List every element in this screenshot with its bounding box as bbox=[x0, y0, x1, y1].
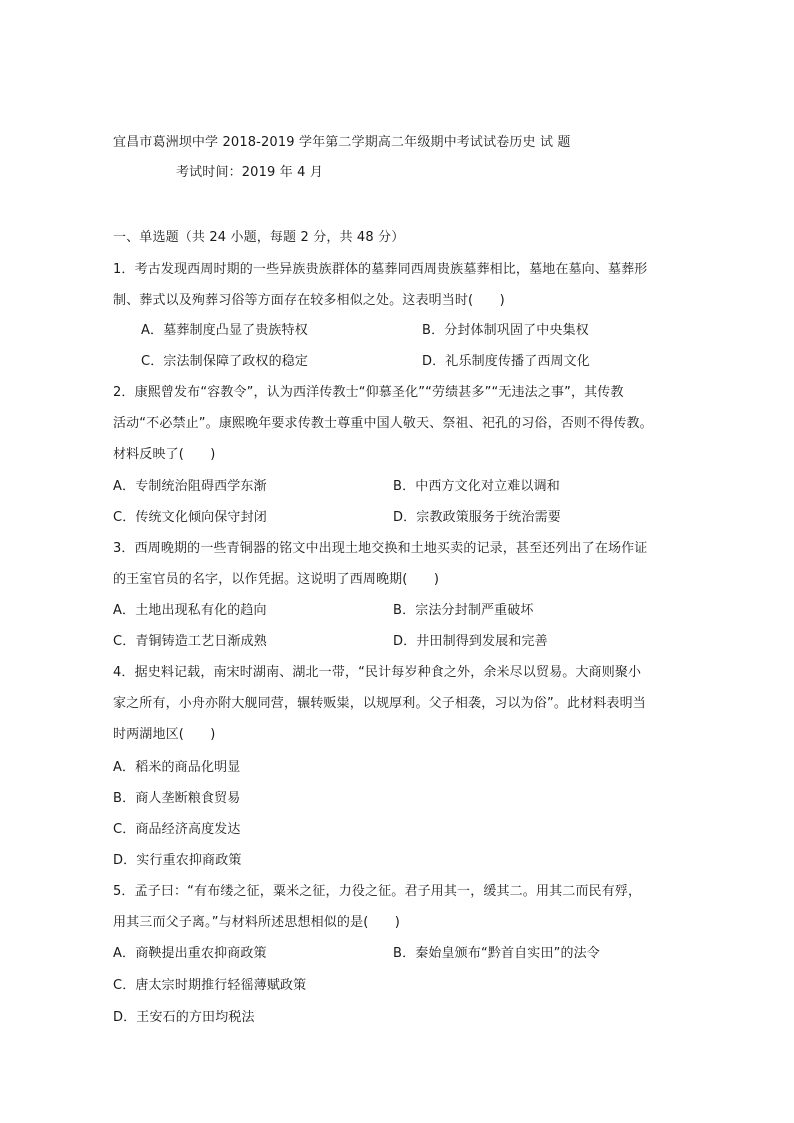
question-4-stem-line-3: 时两湖地区( ) bbox=[113, 727, 216, 742]
question-2-option-a: A．专制统治阻碍西学东渐 bbox=[113, 479, 267, 494]
question-5-option-a: A．商鞅提出重农抑商政策 bbox=[113, 946, 267, 961]
question-2-option-b: B．中西方文化对立难以调和 bbox=[393, 479, 560, 494]
exam-title: 宜昌市葛洲坝中学 2018-2019 学年第二学期高二年级期中考试试卷历史 试 题 bbox=[113, 135, 571, 150]
question-2-option-d: D．宗教政策服务于统治需要 bbox=[393, 510, 561, 525]
question-3-option-d: D．井田制得到发展和完善 bbox=[393, 634, 548, 649]
question-3-option-a: A．土地出现私有化的趋向 bbox=[113, 603, 267, 618]
question-3-option-b: B．宗法分封制严重破坏 bbox=[393, 603, 534, 618]
question-4-option-d: D．实行重农抑商政策 bbox=[113, 853, 242, 868]
question-1-option-b: B．分封体制巩固了中央集权 bbox=[422, 323, 589, 338]
question-3-option-c: C．青铜铸造工艺日渐成熟 bbox=[113, 634, 267, 649]
question-5-option-c: C．唐太宗时期推行轻徭薄赋政策 bbox=[113, 978, 307, 993]
question-4-stem-line-2: 家之所有，小舟亦附大舰同营，辗转贩粜，以规厚利。父子相袭，习以为俗”。此材料表明当 bbox=[113, 696, 646, 711]
question-1-option-d: D．礼乐制度传播了西周文化 bbox=[422, 354, 590, 369]
question-5-stem-line-2: 用其三而父子离。”与材料所述思想相似的是( ) bbox=[113, 915, 400, 930]
question-5-stem-line-1: 5．孟子曰：“有布缕之征，粟米之征，力役之征。君子用其一，缓其二。用其二而民有殍， bbox=[113, 884, 642, 899]
question-1-stem-line-2: 制、葬式以及殉葬习俗等方面存在较多相似之处。这表明当时( ) bbox=[113, 293, 505, 308]
section-heading: 一、单选题（共 24 小题，每题 2 分，共 48 分） bbox=[113, 230, 405, 245]
question-1-stem-line-1: 1．考古发现西周时期的一些异族贵族群体的墓葬同西周贵族墓葬相比，墓地在墓向、墓葬形 bbox=[113, 262, 648, 277]
question-2-stem-line-1: 2．康熙曾发布“容教令”，认为西洋传教士“仰慕圣化”“劳绩甚多”“无违法之事”，其传教 bbox=[113, 385, 624, 400]
question-4-option-a: A．稻米的商品化明显 bbox=[113, 760, 241, 775]
question-2-stem-line-3: 材料反映了( ) bbox=[113, 447, 216, 462]
question-1-option-a: A．墓葬制度凸显了贵族特权 bbox=[141, 323, 308, 338]
question-5-option-d: D．王安石的方田均税法 bbox=[113, 1010, 255, 1025]
question-3-stem-line-2: 的王室官员的名字，以作凭据。这说明了西周晚期( ) bbox=[113, 572, 440, 587]
question-2-stem-line-2: 活动“不必禁止”。康熙晚年要求传教士尊重中国人敬天、祭祖、祀孔的习俗，否则不得传教。 bbox=[113, 416, 653, 431]
question-4-option-c: C．商品经济高度发达 bbox=[113, 822, 241, 837]
question-1-option-c: C．宗法制保障了政权的稳定 bbox=[141, 354, 309, 369]
question-4-option-b: B．商人垄断粮食贸易 bbox=[113, 791, 241, 806]
question-3-stem-line-1: 3．西周晚期的一些青铜器的铭文中出现土地交换和土地买卖的记录，甚至还列出了在场作证 bbox=[113, 541, 648, 556]
exam-time: 考试时间：2019 年 4 月 bbox=[176, 165, 324, 180]
question-4-stem-line-1: 4．据史料记载，南宋时湖南、湖北一带，“民计每岁种食之外，余米尽以贸易。大商则聚小 bbox=[113, 665, 642, 680]
question-2-option-c: C．传统文化倾向保守封闭 bbox=[113, 510, 267, 525]
question-5-option-b: B．秦始皇颁布“黔首自实田”的法令 bbox=[393, 946, 600, 961]
